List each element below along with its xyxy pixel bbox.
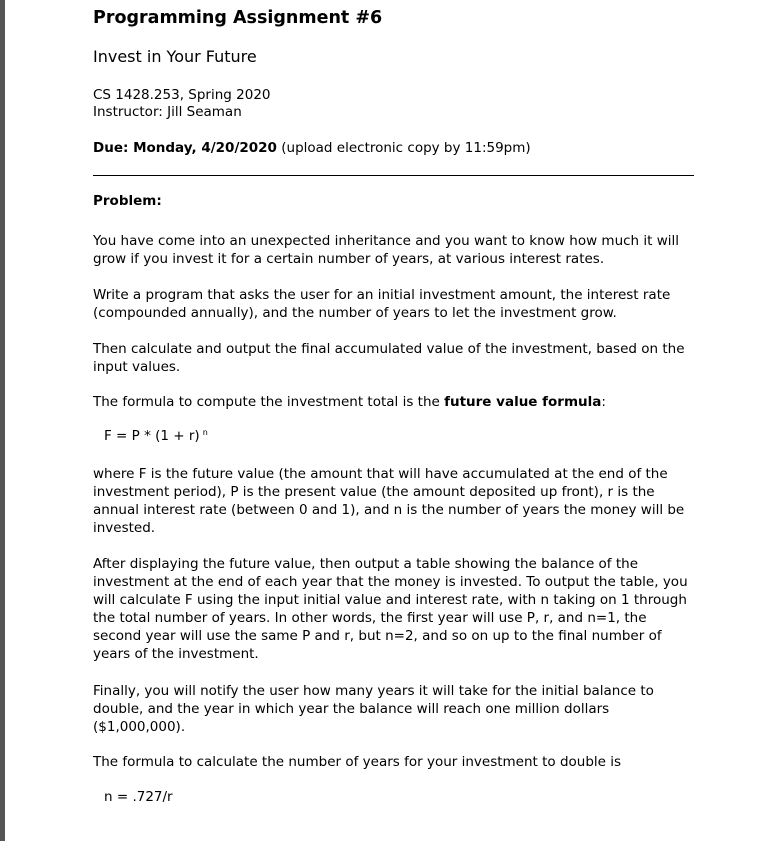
paragraph-intro: You have come into an unexpected inheritance and you want to know how much it will grow if you invest it for a certain number of years, at various interest rates.: [93, 233, 680, 267]
course-line: CS 1428.253, Spring 2020: [93, 87, 271, 103]
paragraph-table: After displaying the future value, then output a table showing the balance of the investment at the end of each year that the money is invested. To output the table, you will calculate F using the input initial value and interest rate, with n taking on 1 through the total number of years. In other words, the first year will use P, r, and n=1, the second year will use the same P and r, but n=2, and so on up to the final number of years of the investment.: [93, 556, 688, 662]
paragraph-variables: where F is the future value (the amount that will have accumulated at the end of the investment period), P is the present value (the amount deposited up front), r is the annual interest rate (between 0 and 1), and n is the number of years the money will be invested.: [93, 466, 685, 536]
instructor-line: Instructor: Jill Seaman: [93, 104, 242, 120]
paragraph-inputs: Write a program that asks the user for an initial investment amount, the interest rate (compounded annually), and the number of years to let the investment grow.: [93, 287, 671, 321]
paragraph-double-formula: The formula to calculate the number of years for your investment to double is: [93, 754, 622, 770]
paragraph-formula-intro: [93, 393, 698, 411]
formula-name: future value formula: [444, 394, 602, 410]
paragraph-calculate: Then calculate and output the final accumulated value of the investment, based on the input values.: [93, 341, 685, 375]
formula-intro-suffix: :: [601, 394, 606, 410]
course-info: [93, 87, 271, 121]
due-note: (upload electronic copy by 11:59pm): [276, 140, 531, 156]
formula-exponent: n: [202, 428, 208, 437]
problem-heading: Problem:: [93, 193, 162, 209]
future-value-formula: [104, 428, 208, 444]
formula-intro-prefix: The formula to compute the investment total is the: [93, 394, 445, 410]
double-years-formula: n = .727/r: [104, 789, 173, 805]
paragraph-double: Finally, you will notify the user how many years it will take for the initial balance to double, and the year in which year the balance will reach one million dollars ($1,000,000).: [93, 683, 654, 735]
due-date: [93, 140, 531, 156]
formula-expression: F = P * (1 + r): [104, 428, 200, 444]
page-title: Programming Assignment #6: [93, 8, 383, 28]
left-border: [0, 0, 5, 841]
page-subtitle: Invest in Your Future: [93, 47, 257, 66]
section-divider: [93, 175, 694, 176]
due-label: Due: Monday, 4/20/2020: [93, 140, 277, 156]
